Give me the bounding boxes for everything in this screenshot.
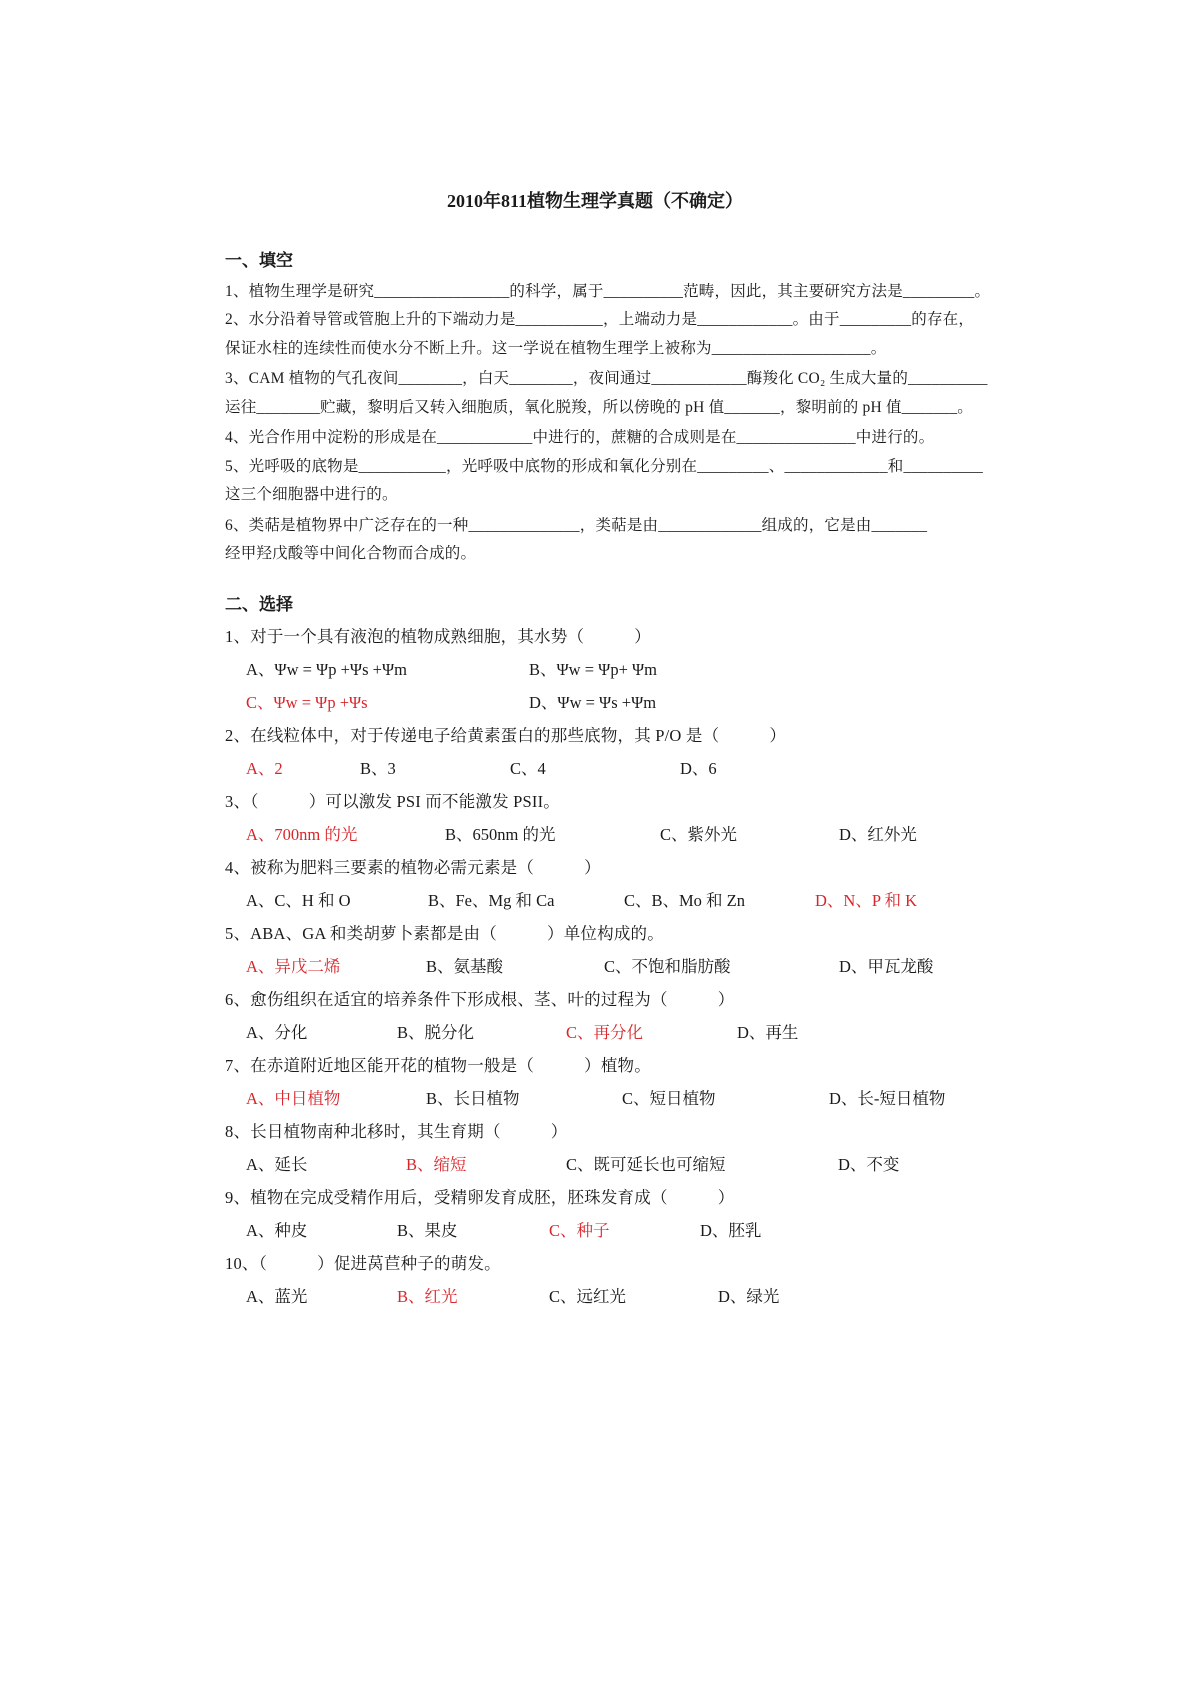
answer-option: B、果皮 <box>397 1221 458 1240</box>
section-heading-choice: 二、选择 <box>225 595 293 614</box>
answer-option: C、短日植物 <box>622 1089 716 1108</box>
answer-option: C、4 <box>510 759 546 778</box>
answer-option: D、不变 <box>838 1155 900 1174</box>
fill-blank-line: 4、光合作用中淀粉的形成是在____________中进行的，蔗糖的合成则是在_______________中进行的。 <box>225 429 935 446</box>
answer-option: B、脱分化 <box>397 1023 475 1042</box>
answer-option: C、远红光 <box>549 1287 627 1306</box>
answer-option: C、B、Mo 和 Zn <box>624 891 746 910</box>
answer-option: D、长-短日植物 <box>829 1089 946 1108</box>
answer-option: D、Ψw = Ψs +Ψm <box>529 693 657 712</box>
fill-blank-line: 这三个细胞器中进行的。 <box>225 486 398 503</box>
fill-blank-line: 2、水分沿着导管或管胞上升的下端动力是___________，上端动力是____________。由于_________的存在， <box>225 311 975 328</box>
answer-option: A、种皮 <box>246 1221 308 1240</box>
answer-option: A、C、H 和 O <box>246 891 351 910</box>
fill-blank-line: 保证水柱的连续性而使水分不断上升。这一学说在植物生理学上被称为____________________。 <box>225 340 887 357</box>
answer-option-correct: A、异戊二烯 <box>246 957 341 976</box>
answer-option-correct: C、Ψw = Ψp +Ψs <box>246 693 368 712</box>
answer-option-correct: A、中日植物 <box>246 1089 341 1108</box>
answer-option-correct: D、N、P 和 K <box>815 891 918 910</box>
answer-option: B、650nm 的光 <box>445 825 556 844</box>
section-heading-fill-blank: 一、填空 <box>225 251 293 270</box>
question-text: 9、植物在完成受精作用后，受精卵发育成胚，胚珠发育成（ ） <box>225 1188 735 1207</box>
fill-blank-line: 运往________贮藏，黎明后又转入细胞质，氧化脱羧，所以傍晚的 pH 值_______，黎明前的 pH 值_______。 <box>225 399 973 416</box>
answer-option: D、再生 <box>737 1023 799 1042</box>
answer-option-correct: B、缩短 <box>406 1155 467 1174</box>
answer-option: A、蓝光 <box>246 1287 308 1306</box>
answer-option: A、延长 <box>246 1155 308 1174</box>
answer-option: A、Ψw = Ψp +Ψs +Ψm <box>246 660 407 679</box>
answer-option: D、6 <box>680 759 717 778</box>
fill-blank-line: 3、CAM 植物的气孔夜间________，白天________，夜间通过____________酶羧化 CO₂ 生成大量的__________ <box>225 370 988 387</box>
answer-option-correct: B、红光 <box>397 1287 458 1306</box>
question-text: 5、ABA、GA 和类胡萝卜素都是由（ ）单位构成的。 <box>225 924 664 943</box>
question-text: 6、愈伤组织在适宜的培养条件下形成根、茎、叶的过程为（ ） <box>225 990 735 1009</box>
question-text: 2、在线粒体中，对于传递电子给黄素蛋白的那些底物，其 P/O 是（ ） <box>225 726 787 745</box>
question-text: 3、（ ）可以激发 PSI 而不能激发 PSII。 <box>225 792 560 811</box>
answer-option: C、不饱和脂肪酸 <box>604 957 731 976</box>
answer-option: C、既可延长也可缩短 <box>566 1155 726 1174</box>
answer-option: B、长日植物 <box>426 1089 520 1108</box>
fill-blank-line: 1、植物生理学是研究_________________的科学，属于__________范畴，因此，其主要研究方法是_________。 <box>225 283 991 300</box>
answer-option: D、胚乳 <box>700 1221 762 1240</box>
answer-option: B、氨基酸 <box>426 957 504 976</box>
question-text: 1、对于一个具有液泡的植物成熟细胞，其水势（ ） <box>225 627 651 646</box>
question-text: 7、在赤道附近地区能开花的植物一般是（ ）植物。 <box>225 1056 651 1075</box>
answer-option: B、Ψw = Ψp+ Ψm <box>529 660 658 679</box>
answer-option: B、3 <box>360 759 396 778</box>
answer-option-correct: C、种子 <box>549 1221 610 1240</box>
fill-blank-line: 5、光呼吸的底物是___________，光呼吸中底物的形成和氧化分别在_________、_____________和__________ <box>225 458 984 475</box>
fill-blank-line: 6、类萜是植物界中广泛存在的一种______________，类萜是由_____________组成的，它是由_______ <box>225 517 928 534</box>
fill-blank-line: 经甲羟戊酸等中间化合物而合成的。 <box>225 545 477 562</box>
question-text: 10、（ ）促进莴苣种子的萌发。 <box>225 1254 501 1273</box>
answer-option: D、绿光 <box>718 1287 780 1306</box>
answer-option-correct: A、700nm 的光 <box>246 825 358 844</box>
answer-option: D、甲瓦龙酸 <box>839 957 934 976</box>
answer-option-correct: A、2 <box>246 759 283 778</box>
answer-option: C、紫外光 <box>660 825 738 844</box>
answer-option: D、红外光 <box>839 825 917 844</box>
question-text: 4、被称为肥料三要素的植物必需元素是（ ） <box>225 858 601 877</box>
question-text: 8、长日植物南种北移时，其生育期（ ） <box>225 1122 568 1141</box>
page-title: 2010年811植物生理学真题（不确定） <box>446 191 743 211</box>
answer-option-correct: C、再分化 <box>566 1023 644 1042</box>
answer-option: B、Fe、Mg 和 Ca <box>428 891 555 910</box>
answer-option: A、分化 <box>246 1023 308 1042</box>
